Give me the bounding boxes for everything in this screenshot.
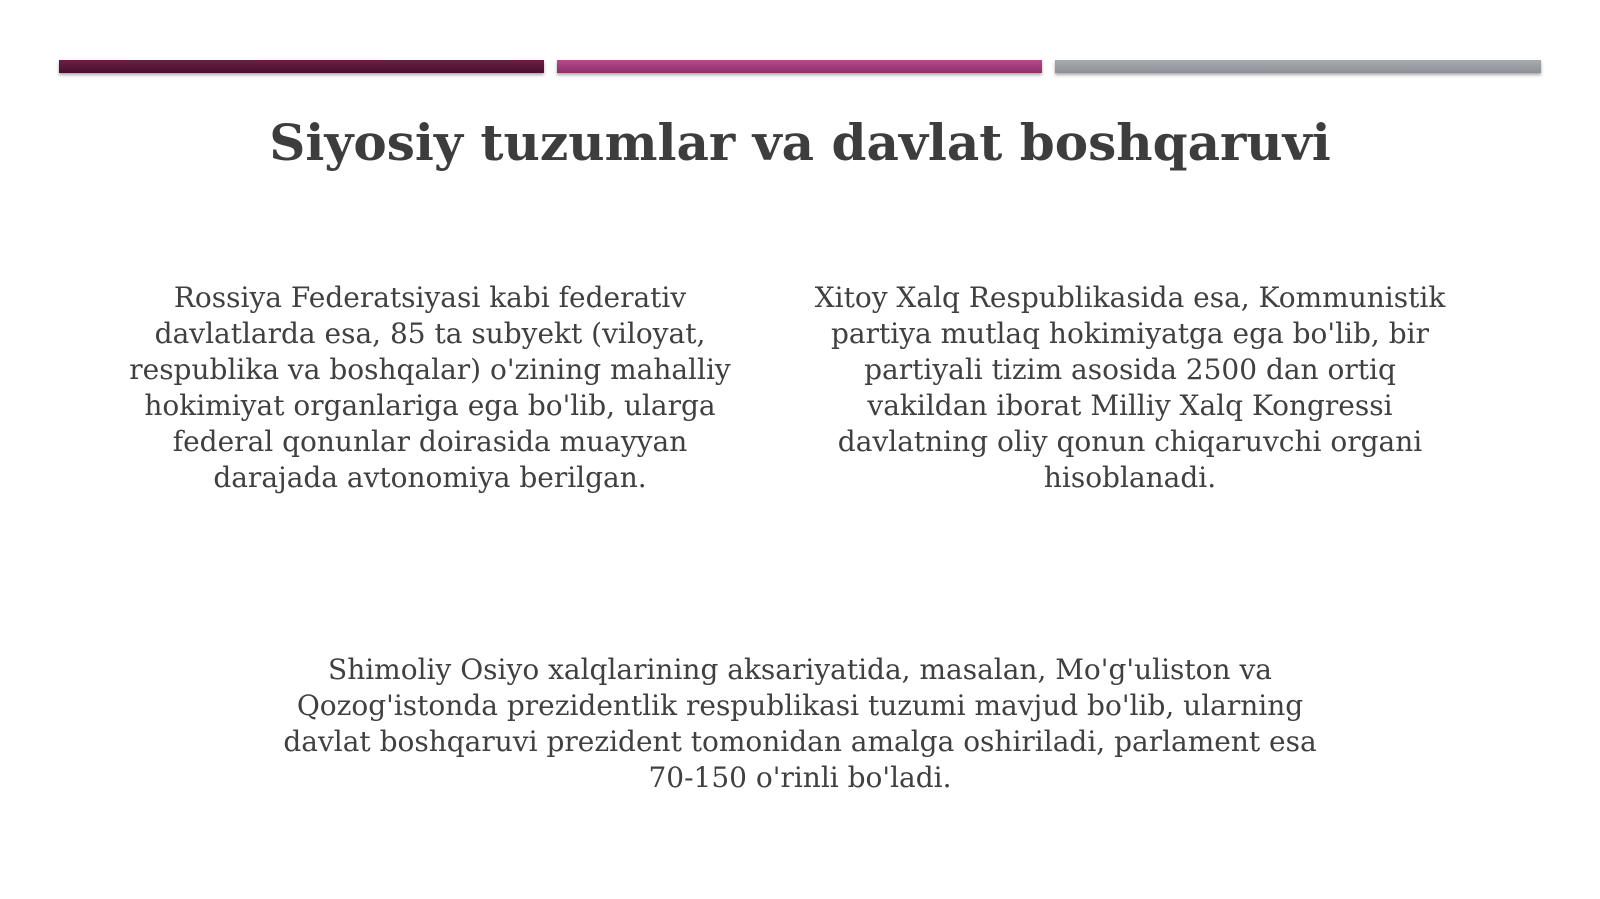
paragraph-north-asia: Shimoliy Osiyo xalqlarining aksariyatida, masalan, Mo'g'uliston va Qozog'istonda prezidentlik respublikasi tuzumi mavjud bo'lib, ularning davlat boshqaruvi prezident tomonidan amalga oshiriladi, parlament esa 70-150 o'rinli bo'ladi.	[283, 653, 1317, 794]
accent-bar-gray	[1055, 60, 1541, 73]
paragraph-russia: Rossiya Federatsiyasi kabi federativ davlatlarda esa, 85 ta subyekt (viloyat, respublika va boshqalar) o'zining mahalliy hokimiyat organlariga ega bo'lib, ularga federal qonunlar doirasida muayyan darajada avtonomiya berilgan.	[129, 281, 731, 494]
accent-bar-magenta	[557, 60, 1042, 73]
accent-bar-dark-plum	[59, 60, 544, 73]
slide-title: Siyosiy tuzumlar va davlat boshqaruvi	[269, 113, 1331, 172]
paragraph-china: Xitoy Xalq Respublikasida esa, Kommunistik partiya mutlaq hokimiyatga ega bo'lib, bir partiyali tizim asosida 2500 dan ortiq vakildan iborat Milliy Xalq Kongressi davlatning oliy qonun chiqaruvchi organi hisoblanadi.	[814, 281, 1446, 494]
